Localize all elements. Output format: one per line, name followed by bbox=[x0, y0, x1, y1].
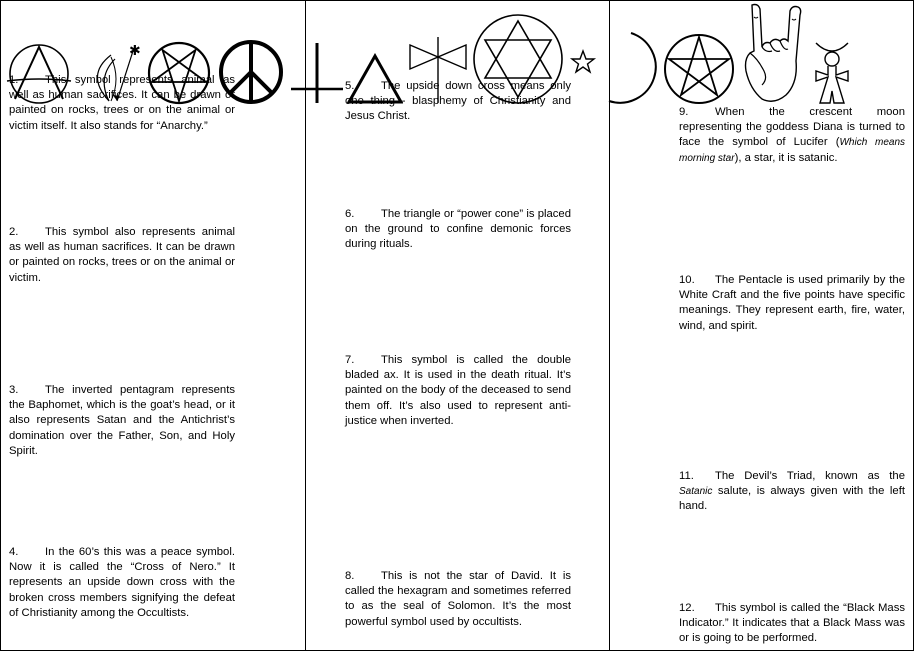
entry-9-text: 9. When the crescent moon representing the goddess Diana is turned to face the symbol of Lucifer (Which means morning star), a star, it is satanic. bbox=[679, 106, 906, 164]
svg-text:✱: ✱ bbox=[129, 45, 142, 59]
column-divider bbox=[305, 1, 306, 650]
entry-6-text: 6. The triangle or “power cone” is placed on the ground to confine demonic forces during rituals. bbox=[345, 208, 571, 251]
entry-7-text: 7. This symbol is called the double bladed ax. It is used in the death ritual. It’s painted on the body of the deceased to send them off. It’s also used to represent anti-justice when inverted. bbox=[345, 354, 571, 427]
moon-star-icon bbox=[569, 31, 659, 105]
black-mass-indicator-icon bbox=[810, 41, 854, 105]
inverted-cross-icon bbox=[291, 43, 343, 105]
entry-3-text: 3. The inverted pentagram represents the Baphomet, which is the goat’s head, or it also represents Satan and the Antichrist’s domination over the Father, Son, and Holy Spirit. bbox=[9, 384, 235, 457]
entry-12-text: 12. This symbol is called the “Black Mass Indicator.” It indicates that a Black Mass was or is going to be performed. bbox=[679, 602, 905, 645]
pentacle-icon bbox=[663, 33, 735, 105]
devils-triad-hand-icon bbox=[740, 1, 806, 105]
entry-2-text: 2. This symbol also represents animal as well as human sacrifices. It can be drawn or painted on rocks, trees or on the animal or victim. bbox=[9, 226, 235, 284]
entry-8-text: 8. This is not the star of David. It is called the hexagram and sometimes referred to as the seal of Solomon. It’s the most powerful symbol used by occultists. bbox=[345, 570, 571, 628]
entry-1-text: 1. This symbol represents animal as well as human sacrifices. It can be drawn or painted on rocks, trees or on the animal or victim itself. It also stands for “Anarchy.” bbox=[9, 74, 235, 132]
entry-5-text: 5. The upside down cross means only one thing - blasphemy of Christianity and Jesus Christ. bbox=[345, 80, 571, 123]
column-divider bbox=[609, 1, 610, 650]
entry-11-text: 11. The Devil’s Triad, known as the Satanic salute, is always given with the left hand. bbox=[679, 470, 905, 513]
entry-10-text: 10. The Pentacle is used primarily by the White Craft and the five points have specific meanings. They represent earth, fire, water, wind, and spirit. bbox=[679, 274, 905, 332]
entry-4-text: 4. In the 60’s this was a peace symbol. Now it is called the “Cross of Nero.” It represents an upside down cross with the broken cross members signifying the defeat of Christianity among the Occultists. bbox=[9, 546, 235, 619]
